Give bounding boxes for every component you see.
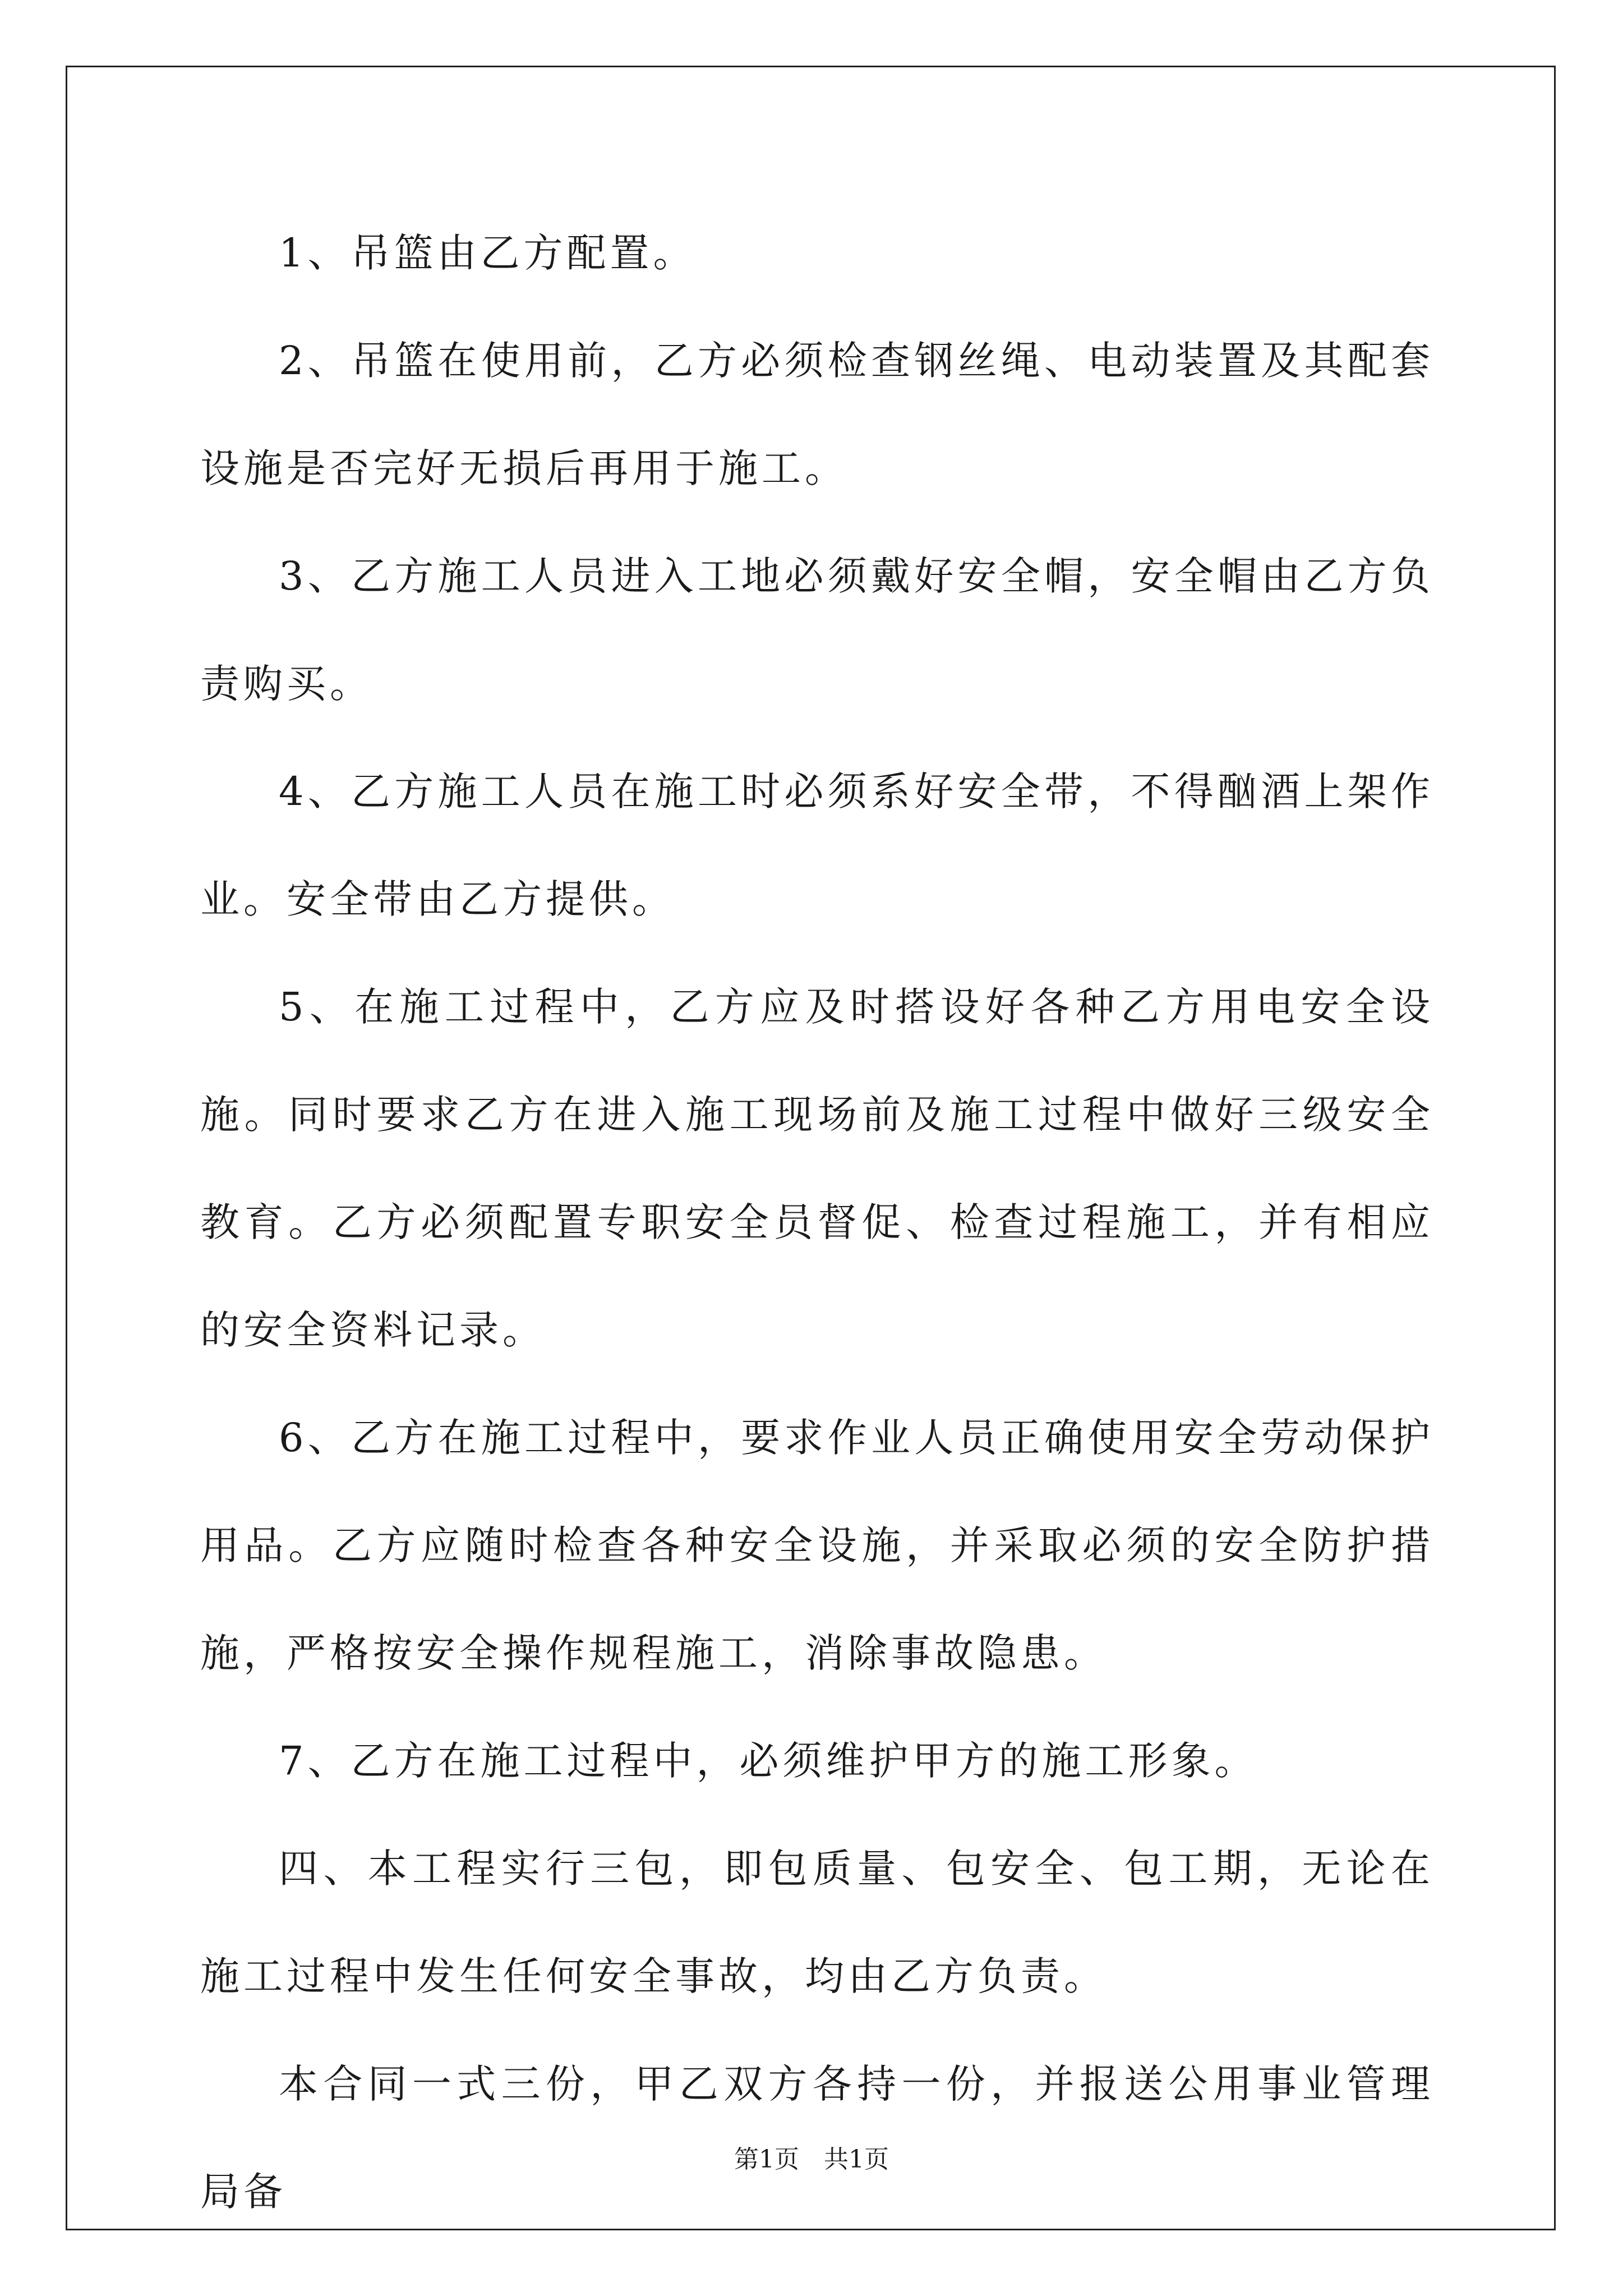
document-body <box>200 199 1434 2246</box>
paragraph-1: 1、吊篮由乙方配置。 <box>279 230 697 276</box>
paragraph-5: 5、在施工过程中，乙方应及时搭设好各种乙方用电安全设施。同时要求乙方在进入施工现场前及施工过程中做好三级安全教育。乙方必须配置专职安全员督促、检查过程施工，并有相应的安全资料记录。 <box>200 984 1434 1353</box>
paragraph-2: 2、吊篮在使用前，乙方必须检查钢丝绳、电动装置及其配套设施是否完好无损后再用于施工。 <box>200 338 1434 491</box>
page-number-footer: 第1页 共1页 <box>734 2145 889 2174</box>
paragraph-6: 6、乙方在施工过程中，要求作业人员正确使用安全劳动保护用品。乙方应随时检查各种安全设施，并采取必须的安全防护措施，严格按安全操作规程施工，消除事故隐患。 <box>200 1415 1434 1676</box>
paragraph-3: 3、乙方施工人员进入工地必须戴好安全帽，安全帽由乙方负责购买。 <box>200 553 1434 707</box>
paragraph-9: 本合同一式三份，甲乙双方各持一份，并报送公用事业管理局备 <box>200 2061 1434 2215</box>
paragraph-4: 4、乙方施工人员在施工时必须系好安全带，不得酗酒上架作业。安全带由乙方提供。 <box>200 769 1434 922</box>
paragraph-8: 四、本工程实行三包，即包质量、包安全、包工期，无论在施工过程中发生任何安全事故，均由乙方负责。 <box>200 1846 1434 1999</box>
paragraph-7: 7、乙方在施工过程中，必须维护甲方的施工形象。 <box>279 1738 1258 1784</box>
